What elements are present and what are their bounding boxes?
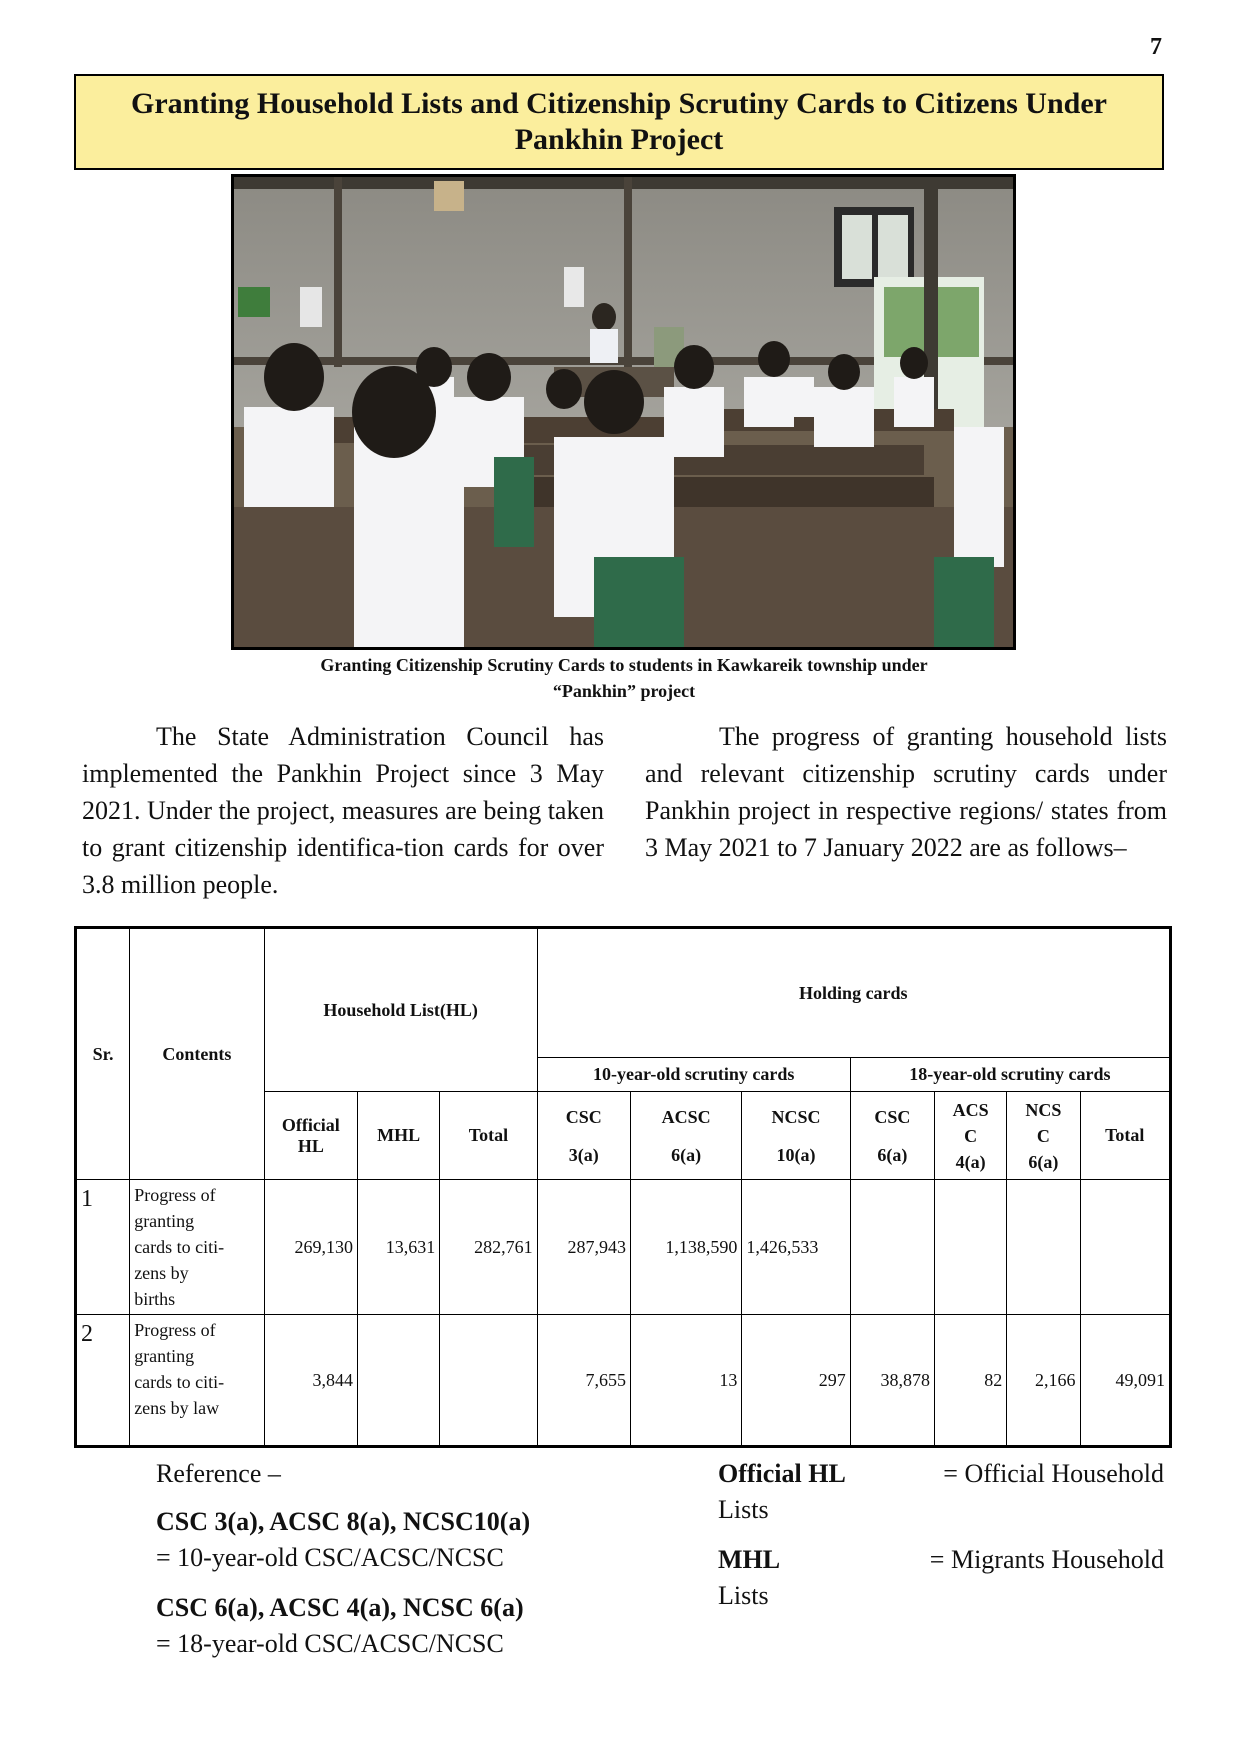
header-ten-year: 10-year-old scrutiny cards [537, 1058, 850, 1092]
reference-item-2 [156, 1590, 606, 1662]
cell-ncsc-10a: 1,426,533 [742, 1180, 850, 1315]
row-contents: Progress of granting cards to citi- zens by births [130, 1180, 264, 1315]
header-csc-3a: CSC 3(a) [537, 1092, 630, 1180]
header-mhl: MHL [357, 1092, 439, 1180]
cell-csc-6a: 38,878 [850, 1315, 934, 1447]
cell-ncsc-6a [1007, 1180, 1080, 1315]
header-ncsc-10a: NCSC 10(a) [742, 1092, 850, 1180]
cell-csc-3a: 287,943 [537, 1180, 630, 1315]
header-acsc-4a: ACS C 4(a) [935, 1092, 1007, 1180]
cell-total-cards: 49,091 [1080, 1315, 1170, 1447]
reference-item-1-codes: CSC 3(a), ACSC 8(a), NCSC10(a) [156, 1507, 531, 1536]
header-eighteen-year: 18-year-old scrutiny cards [850, 1058, 1170, 1092]
definition-mhl-cont: Lists [718, 1581, 769, 1610]
reference-item-1-meaning: = 10-year-old CSC/ACSC/NCSC [156, 1543, 504, 1572]
header-holding-cards: Holding cards [537, 928, 1170, 1058]
right-column [645, 718, 1167, 866]
header-household-list: Household List(HL) [264, 928, 537, 1092]
classroom-photo [231, 174, 1016, 650]
header-ncsc-6a: NCS C 6(a) [1007, 1092, 1080, 1180]
cell-total: 282,761 [440, 1180, 537, 1315]
cell-acsc-4a [935, 1180, 1007, 1315]
definition-official-hl-cont: Lists [718, 1495, 769, 1524]
reference-item-2-meaning: = 18-year-old CSC/ACSC/NCSC [156, 1629, 504, 1658]
left-column [82, 718, 604, 903]
header-sr: Sr. [76, 928, 130, 1180]
progress-table [74, 926, 1172, 1448]
page-number: 7 [1150, 34, 1162, 60]
definition-mhl-term: MHL [718, 1545, 781, 1574]
cell-csc-3a: 7,655 [537, 1315, 630, 1447]
photo-caption-line2: “Pankhin” project [552, 681, 696, 701]
paragraph-left: The State Administration Council has implemented the Pankhin Project since 3 May 2021. Under the project, measures are being taken to grant citizenship identifica-tion cards for over 3.8 million people. [82, 722, 604, 899]
cell-mhl [357, 1315, 439, 1447]
cell-ncsc-6a: 2,166 [1007, 1315, 1080, 1447]
definition-mhl [718, 1542, 1164, 1614]
definition-mhl-eq: = Migrants Household [929, 1545, 1164, 1574]
cell-total-cards [1080, 1180, 1170, 1315]
row-contents: Progress of granting cards to citi- zens by law [130, 1315, 264, 1447]
cell-official-hl: 269,130 [264, 1180, 357, 1315]
reference-heading: Reference – [156, 1459, 281, 1488]
cell-acsc-6a: 1,138,590 [630, 1180, 741, 1315]
cell-ncsc-10a: 297 [742, 1315, 850, 1447]
page-title-text: Granting Household Lists and Citizenship Scrutiny Cards to Citizens Under Pankhin Project [131, 87, 1107, 156]
cell-acsc-4a: 82 [935, 1315, 1007, 1447]
photo-caption [230, 652, 1018, 704]
page-title [74, 74, 1164, 170]
row-sr: 1 [76, 1180, 130, 1315]
table-row [76, 1315, 1171, 1447]
paragraph-right: The progress of granting household lists and relevant citizenship scrutiny cards under Pankhin project in respective regions/ states from 3 May 2021 to 7 January 2022 are as follows– [645, 722, 1167, 862]
cell-csc-6a [850, 1180, 934, 1315]
header-contents: Contents [130, 928, 264, 1180]
header-acsc-6a: ACSC 6(a) [630, 1092, 741, 1180]
row-sr: 2 [76, 1315, 130, 1447]
header-total-cards: Total [1080, 1092, 1170, 1180]
definition-official-hl [718, 1456, 1164, 1528]
photo-caption-line1: Granting Citizenship Scrutiny Cards to students in Kawkareik township under [320, 655, 928, 675]
header-csc-6a: CSC 6(a) [850, 1092, 934, 1180]
header-official-hl: Official HL [264, 1092, 357, 1180]
cell-acsc-6a: 13 [630, 1315, 741, 1447]
reference-item-2-codes: CSC 6(a), ACSC 4(a), NCSC 6(a) [156, 1593, 524, 1622]
cell-official-hl: 3,844 [264, 1315, 357, 1447]
cell-mhl: 13,631 [357, 1180, 439, 1315]
table-row [76, 1180, 1171, 1315]
definition-official-hl-eq: = Official Household [943, 1459, 1164, 1488]
cell-total [440, 1315, 537, 1447]
reference-item-1 [156, 1504, 606, 1576]
definition-official-hl-term: Official HL [718, 1459, 846, 1488]
classroom-photo-image [234, 177, 1013, 647]
header-total: Total [440, 1092, 537, 1180]
